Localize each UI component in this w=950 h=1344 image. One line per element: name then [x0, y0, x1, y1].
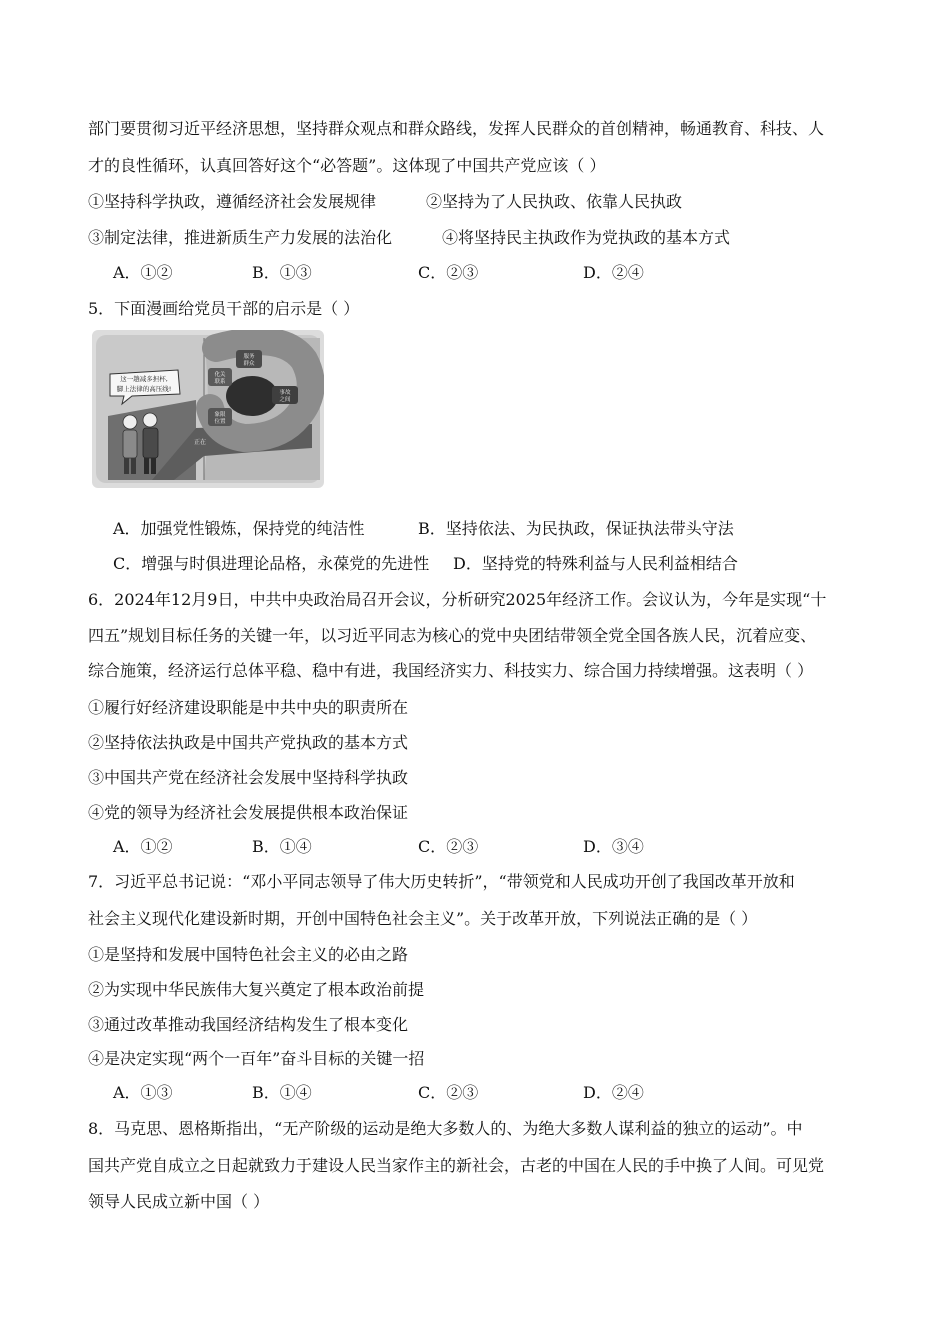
q4-choice-b[interactable]: B．①③: [252, 263, 312, 282]
q6-option-4: ④党的领导为经济社会发展提供根本政治保证: [88, 803, 409, 822]
svg-text:事故: 事故: [279, 390, 291, 396]
comic-speech-line-1: 这一趟减多担杯,: [120, 375, 168, 383]
q6-option-2: ②坚持依法执政是中国共产党执政的基本方式: [88, 733, 409, 752]
q6-choice-b[interactable]: B．①④: [252, 837, 312, 856]
q5-choice-a[interactable]: A．加强党性锻炼，保持党的纯洁性: [113, 519, 365, 538]
q5-comic-image: [92, 330, 324, 488]
q7-stem-line-1: 7．习近平总书记说：“邓小平同志领导了伟大历史转折”，“带领党和人民成功开创了我国改革开放和: [88, 872, 795, 891]
comic-sign-2: [208, 368, 232, 386]
q7-choice-d[interactable]: D．②④: [583, 1083, 644, 1102]
q5-choice-row-1: [113, 518, 893, 540]
q5-choice-d[interactable]: D．坚持党的特殊利益与人民利益相结合: [453, 554, 738, 573]
q7-option-1: ①是坚持和发展中国特色社会主义的必由之路: [88, 945, 409, 964]
q5-choice-b[interactable]: B．坚持依法、为民执政，保证执法带头守法: [418, 519, 734, 538]
q4-option-row-1: [88, 191, 868, 213]
q6-choices: [113, 836, 853, 858]
svg-text:正在: 正在: [193, 439, 207, 446]
q4-option-row-2: [88, 227, 868, 249]
svg-text:联系: 联系: [214, 379, 226, 385]
q8-stem-line-1: 8．马克思、恩格斯指出，“无产阶级的运动是绝大多数人的、为绝大多数人谋利益的独立的运动”。中: [88, 1119, 803, 1138]
q6-choice-a[interactable]: A．①②: [113, 837, 173, 856]
q7-option-4: ④是决定实现“两个一百年”奋斗目标的关键一招: [88, 1049, 425, 1068]
q7-choices: [113, 1082, 853, 1104]
svg-text:位置: 位置: [214, 419, 226, 425]
q4-option-3: ③制定法律，推进新质生产力发展的法治化: [88, 228, 393, 247]
q7-option-2: ②为实现中华民族伟大复兴奠定了根本政治前提: [88, 980, 425, 999]
comic-sign-4: [208, 408, 232, 426]
comic-speech-line-2: 脚上法律的高压线!: [116, 385, 172, 393]
q6-stem-line-1: 6．2024年12月9日，中共中央政治局召开会议，分析研究2025年经济工作。会议认为，今年是实现“十: [88, 590, 827, 609]
q5-choice-c[interactable]: C．增强与时俱进理论品格，永葆党的先进性: [113, 554, 430, 573]
q5-choice-row-2: [113, 553, 893, 575]
svg-text:服务: 服务: [243, 354, 255, 360]
comic-sign-3: [272, 386, 298, 404]
q4-stem-line-2: 才的良性循环，认真回答好这个“必答题”。这体现了中国共产党应该（ ）: [88, 156, 606, 175]
comic-road-label: [194, 438, 206, 446]
q4-choices: [113, 262, 853, 284]
q8-stem-line-2: 国共产党自成立之日起就致力于建设人民当家作主的新社会，古老的中国在人民的手中换了人间。可见党: [88, 1156, 825, 1175]
comic-sign-1: [236, 350, 262, 368]
q4-stem-line-1: 部门要贯彻习近平经济思想，坚持群众观点和群众路线，发挥人民群众的首创精神，畅通教育、科技、人: [88, 119, 825, 138]
q6-choice-d[interactable]: D．③④: [583, 837, 644, 856]
q7-stem-line-2: 社会主义现代化建设新时期，开创中国特色社会主义”。关于改革开放，下列说法正确的是（ ）: [88, 909, 758, 928]
q8-stem-line-3: 领导人民成立新中国（ ）: [88, 1192, 270, 1211]
q7-option-3: ③通过改革推动我国经济结构发生了根本变化: [88, 1015, 409, 1034]
q4-option-4: ④将坚持民主执政作为党执政的基本方式: [442, 228, 731, 247]
q4-choice-d[interactable]: D．②④: [583, 263, 644, 282]
svg-text:象限: 象限: [214, 412, 226, 418]
q7-choice-b[interactable]: B．①④: [252, 1083, 312, 1102]
svg-text:群众: 群众: [243, 361, 255, 367]
q4-option-2: ②坚持为了人民执政、依靠人民执政: [426, 192, 683, 211]
svg-text:之间: 之间: [279, 397, 291, 403]
q4-choice-a[interactable]: A．①②: [113, 263, 173, 282]
q6-stem-line-3: 综合施策，经济运行总体平稳、稳中有进，我国经济实力、科技实力、综合国力持续增强。这表明（ ）: [88, 661, 814, 680]
svg-text:化关: 化关: [214, 372, 226, 378]
q7-choice-c[interactable]: C．②③: [418, 1083, 479, 1102]
q4-option-1: ①坚持科学执政，遵循经济社会发展规律: [88, 192, 377, 211]
q6-option-3: ③中国共产党在经济社会发展中坚持科学执政: [88, 768, 409, 787]
q6-option-1: ①履行好经济建设职能是中共中央的职责所在: [88, 698, 409, 717]
q5-stem: 5．下面漫画给党员干部的启示是（ ）: [88, 299, 360, 318]
q4-choice-c[interactable]: C．②③: [418, 263, 479, 282]
q7-choice-a[interactable]: A．①③: [113, 1083, 173, 1102]
q6-stem-line-2: 四五”规划目标任务的关键一年，以习近平同志为核心的党中央团结带领全党全国各族人民，沉着应变、: [88, 626, 817, 645]
q6-choice-c[interactable]: C．②③: [418, 837, 479, 856]
comic-dark-hole: [226, 376, 278, 416]
